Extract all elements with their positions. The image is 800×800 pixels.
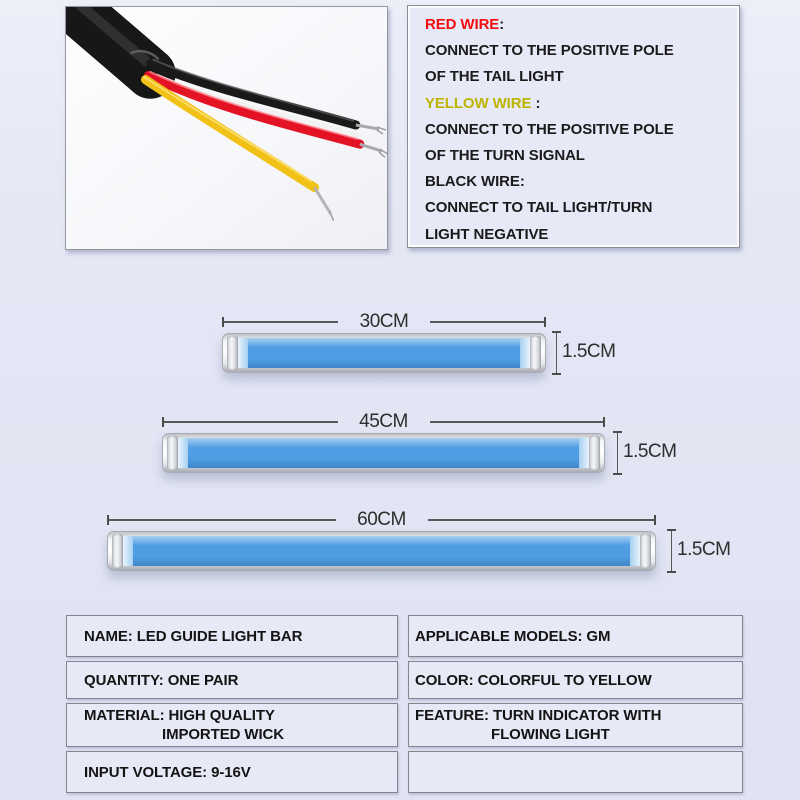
bar-end-glow <box>123 536 133 566</box>
wire-instruction-line: CONNECT TO TAIL LIGHT/TURN <box>425 199 653 217</box>
wire-instruction-line: LIGHT NEGATIVE <box>425 225 549 243</box>
spec-cell-color: COLOR: COLORFUL TO YELLOW <box>408 661 743 699</box>
led-strip <box>133 536 630 566</box>
height-label: 1.5CM <box>677 539 731 560</box>
wire-instruction-line: YELLOW WIRE : <box>425 94 541 112</box>
wire-instruction-line: OF THE TAIL LIGHT <box>425 68 564 86</box>
length-dimension-line <box>107 509 656 530</box>
wire-instruction-line: OF THE TURN SIGNAL <box>425 147 585 165</box>
red-wire-label: RED WIRE <box>425 16 500 33</box>
wire-instruction-line: RED WIRE: <box>425 16 505 33</box>
length-label: 60CM <box>357 509 406 530</box>
spec-cell-input-voltage: INPUT VOLTAGE: 9-16V <box>66 751 398 793</box>
black-wire-label: BLACK WIRE <box>425 173 520 191</box>
spec-cell-name: NAME: LED GUIDE LIGHT BAR <box>66 615 398 657</box>
length-label: 45CM <box>359 411 408 432</box>
yellow-wire-label: YELLOW WIRE <box>425 94 532 112</box>
height-label: 1.5CM <box>623 441 677 462</box>
spec-cell-material: MATERIAL: HIGH QUALITY IMPORTED WICK <box>66 703 398 747</box>
height-dimension-line <box>667 529 676 573</box>
bar-end-glow <box>630 536 640 566</box>
bar-end-cap <box>112 534 123 568</box>
spec-cell-feature: FEATURE: TURN INDICATOR WITH FLOWING LIGHT <box>408 703 743 747</box>
spec-table <box>66 615 743 793</box>
length-label: 30CM <box>359 311 409 332</box>
spec-cell-quantity: QUANTITY: ONE PAIR <box>66 661 398 699</box>
wire-instruction-line: CONNECT TO THE POSITIVE POLE <box>425 120 674 138</box>
height-label: 1.5CM <box>562 341 616 362</box>
spec-cell-empty <box>408 751 743 793</box>
wire-instruction-line: CONNECT TO THE POSITIVE POLE <box>425 42 674 60</box>
dimension-tick <box>654 515 656 525</box>
wire-instruction-line: BLACK WIRE: <box>425 173 525 191</box>
bar-end-cap <box>640 534 651 568</box>
led-light-bar-60cm <box>107 531 656 571</box>
spec-cell-applicable-models: APPLICABLE MODELS: GM <box>408 615 743 657</box>
